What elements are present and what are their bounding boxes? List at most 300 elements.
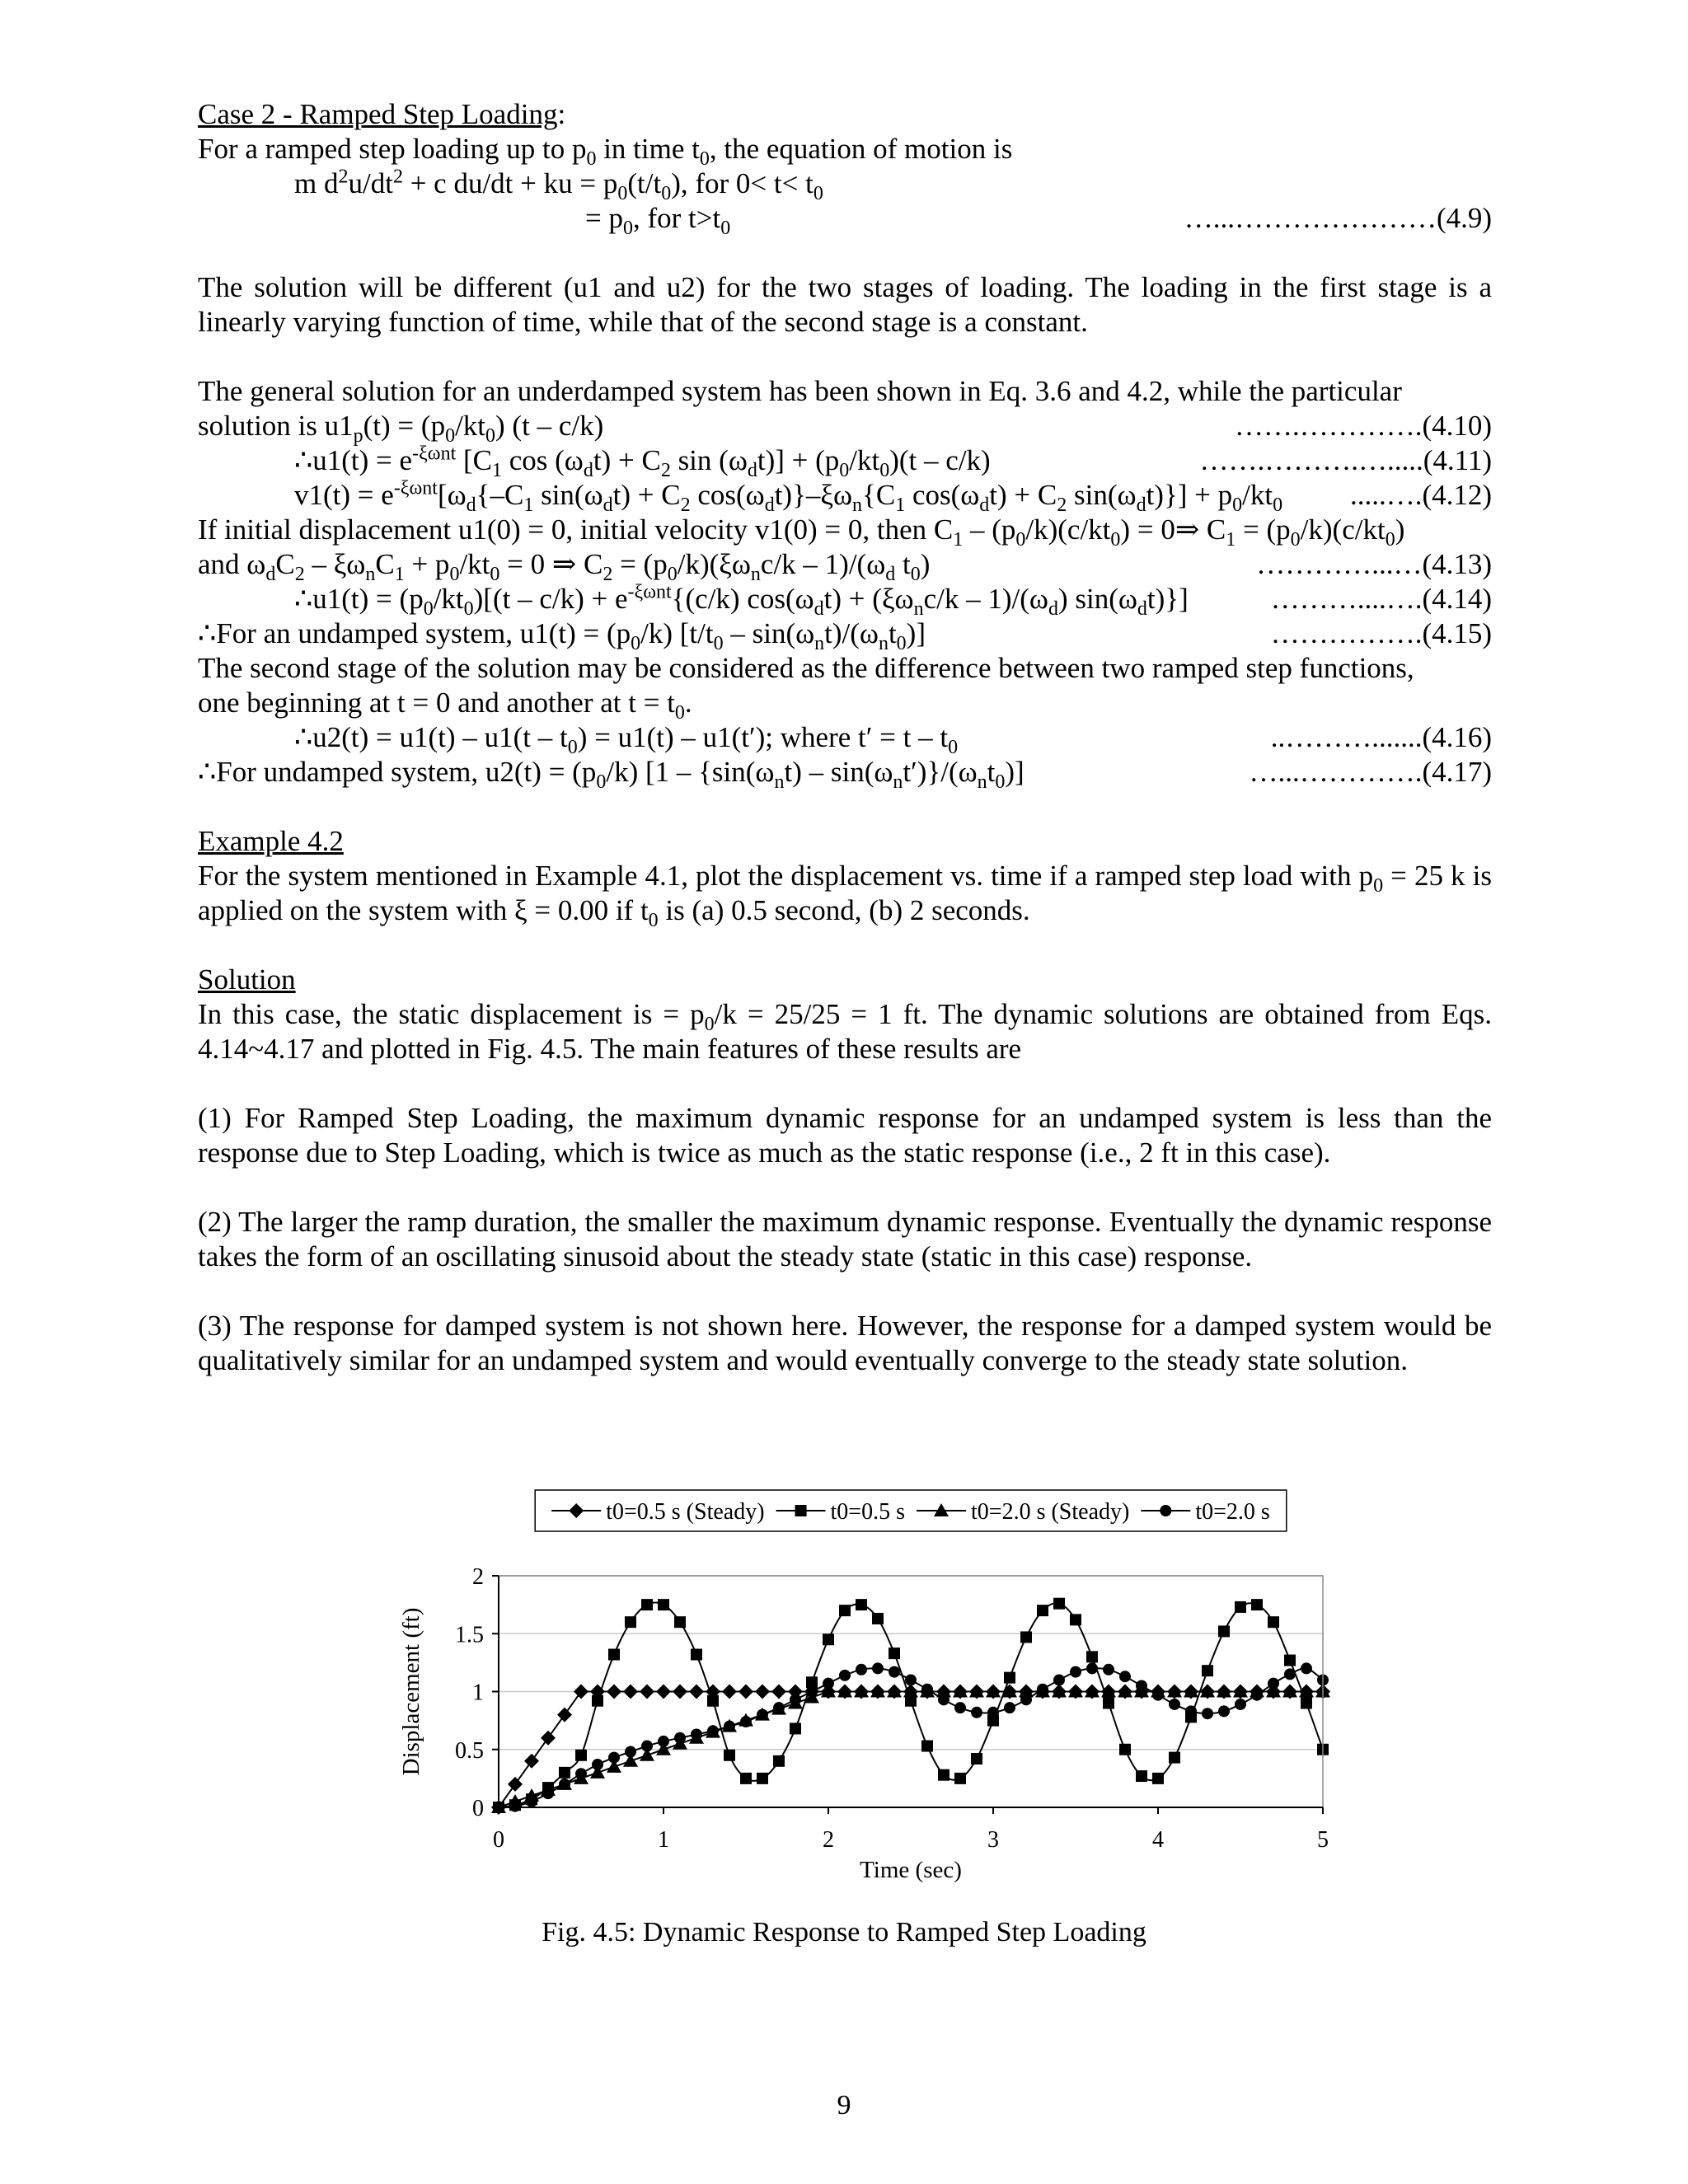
data-point bbox=[872, 1662, 884, 1674]
data-point bbox=[625, 1616, 636, 1628]
text: /k) [1 – {sin(ω bbox=[606, 756, 775, 788]
text: ∴For an undamped system, u1(t) = (p bbox=[198, 617, 631, 649]
text: )(t – c/k) bbox=[889, 444, 991, 476]
sub: 0 bbox=[1385, 529, 1395, 551]
text: – (p bbox=[963, 513, 1016, 546]
second-stage-line1: The second stage of the solution may be considered as the difference between two ramped step functions, bbox=[198, 652, 1414, 684]
sub: 1 bbox=[895, 494, 906, 516]
feature-point-2: (2) The larger the ramp duration, the smaller the maximum dynamic response. Eventually the dynamic response takes the form of an oscillating sinusoid about the steady state (static in this case) response. bbox=[198, 1206, 1492, 1272]
data-point bbox=[823, 1633, 834, 1645]
data-point bbox=[724, 1750, 735, 1761]
y-tick-label: 1.5 bbox=[455, 1622, 484, 1648]
data-point bbox=[938, 1694, 950, 1705]
sub: d bbox=[747, 460, 757, 481]
data-point bbox=[575, 1750, 587, 1761]
data-point bbox=[1152, 1773, 1164, 1784]
data-point bbox=[889, 1647, 900, 1659]
text: u/dt bbox=[348, 167, 393, 199]
sub: 0 bbox=[449, 564, 460, 585]
equation-number: ………....….(4.14) bbox=[1270, 583, 1492, 615]
data-point bbox=[1004, 1672, 1015, 1684]
data-point bbox=[1119, 1671, 1131, 1682]
text: ), for 0< t< t bbox=[671, 167, 814, 199]
data-point bbox=[1284, 1668, 1296, 1680]
sub: n bbox=[365, 564, 376, 585]
y-tick-label: 2 bbox=[472, 1564, 484, 1590]
response-chart bbox=[387, 1483, 1360, 1912]
sub: 0 bbox=[586, 148, 597, 170]
sub: d bbox=[466, 494, 476, 516]
equation-body bbox=[294, 581, 1189, 620]
data-point bbox=[1301, 1662, 1312, 1674]
page-number: 9 bbox=[837, 2090, 851, 2121]
solution-text bbox=[198, 997, 1492, 1066]
case-heading-colon: : bbox=[557, 98, 566, 130]
data-point bbox=[1136, 1680, 1147, 1691]
sub: d bbox=[1136, 494, 1146, 516]
sub: n bbox=[814, 633, 825, 654]
sub: 0 bbox=[423, 598, 434, 620]
text: /k = 25/25 = 1 ft. The dynamic solutions are obtained from Eqs. 4.14~4.17 and plotted in Fig. 4.5. The main features of these results are bbox=[198, 998, 1493, 1065]
y-tick-label: 0 bbox=[472, 1796, 484, 1821]
sub: 0 bbox=[1110, 529, 1121, 551]
chart-legend bbox=[535, 1490, 1287, 1531]
text: and ω bbox=[198, 548, 266, 580]
data-point bbox=[773, 1755, 785, 1767]
text: {(c/k) cos(ω bbox=[671, 583, 814, 615]
text: is (a) 0.5 second, (b) 2 seconds. bbox=[658, 894, 1030, 926]
data-point bbox=[508, 1777, 523, 1792]
text: t) + C bbox=[593, 444, 661, 476]
sub: 0 bbox=[596, 771, 607, 793]
text: t)] + (p bbox=[757, 444, 840, 476]
sup: -ξωnt bbox=[627, 581, 672, 603]
text: /kt bbox=[459, 548, 490, 580]
data-point bbox=[1136, 1770, 1147, 1782]
data-point bbox=[1103, 1664, 1114, 1675]
text: t) + C bbox=[612, 479, 681, 511]
data-point bbox=[1268, 1616, 1279, 1628]
sub: n bbox=[893, 771, 903, 793]
data-point bbox=[1235, 1699, 1246, 1710]
data-point bbox=[889, 1666, 900, 1678]
data-point bbox=[689, 1685, 704, 1699]
feature-point-3: (3) The response for damped system is not shown here. However, the response for a damped system would be qualitatively similar for an undamped system and would eventually converge to the steady state solution. bbox=[198, 1310, 1492, 1376]
data-point bbox=[856, 1664, 867, 1675]
x-tick-label: 3 bbox=[987, 1827, 999, 1853]
spacer bbox=[198, 928, 1492, 963]
data-point bbox=[1251, 1690, 1263, 1701]
text: + c du/dt + ku = p bbox=[402, 167, 618, 199]
equation-4-14 bbox=[198, 581, 1492, 620]
sub: 0 bbox=[713, 633, 724, 654]
text: solution is u1 bbox=[198, 410, 354, 442]
text: v1(t) = e bbox=[294, 479, 394, 511]
equation-4-12 bbox=[198, 477, 1492, 516]
legend-label: t0=0.5 s (Steady) bbox=[606, 1499, 765, 1525]
data-point bbox=[1202, 1708, 1213, 1719]
data-point bbox=[1103, 1698, 1114, 1709]
sub: d bbox=[764, 494, 775, 516]
equation-4-13 bbox=[198, 547, 1492, 585]
equation-number: …...………….(4.17) bbox=[1249, 756, 1492, 788]
text: sin(ω bbox=[533, 479, 603, 511]
sub: d bbox=[265, 564, 276, 585]
sub: n bbox=[977, 771, 987, 793]
data-point bbox=[658, 1599, 669, 1610]
data-point bbox=[625, 1746, 636, 1758]
text: . bbox=[684, 687, 692, 719]
intro-line bbox=[198, 132, 1492, 170]
text: cos(ω bbox=[905, 479, 980, 511]
text: one beginning at t = 0 and another at t = t bbox=[198, 687, 675, 719]
text: /k)(c/kt bbox=[1300, 513, 1386, 546]
sup: -ξωnt bbox=[412, 443, 457, 465]
data-point bbox=[1053, 1598, 1065, 1610]
sub: d bbox=[814, 598, 824, 620]
spacer bbox=[198, 1170, 1492, 1205]
text: )[(t – c/k) + e bbox=[473, 583, 628, 615]
equation-of-motion-line1 bbox=[198, 166, 1492, 204]
text: t)/(ω bbox=[824, 617, 879, 649]
equation-4-11 bbox=[198, 443, 1492, 481]
text: For the system mentioned in Example 4.1, plot the displacement vs. time if a ramped step load with p bbox=[198, 860, 1374, 892]
data-point bbox=[608, 1649, 620, 1661]
case-heading-line bbox=[198, 97, 1492, 132]
x-tick-label: 0 bbox=[493, 1827, 504, 1853]
sup: 2 bbox=[392, 166, 403, 188]
data-point bbox=[1152, 1690, 1164, 1701]
data-point bbox=[738, 1685, 753, 1699]
sub: 0 bbox=[1290, 529, 1301, 551]
sub: 0 bbox=[623, 218, 633, 239]
equation-number: .....….(4.12) bbox=[1349, 479, 1492, 511]
text: ∴u1(t) = e bbox=[294, 444, 413, 476]
equation-number: …………...…(4.13) bbox=[1256, 548, 1492, 580]
equation-body bbox=[198, 616, 926, 654]
data-point bbox=[1268, 1678, 1279, 1690]
data-point bbox=[954, 1702, 966, 1713]
text: c/k – 1)/(ω bbox=[760, 548, 886, 580]
text: ) bbox=[1395, 513, 1405, 546]
text: t) + (ξω bbox=[823, 583, 914, 615]
data-point bbox=[674, 1732, 686, 1744]
sub: p bbox=[353, 425, 363, 447]
sub: 0 bbox=[631, 633, 641, 654]
data-point bbox=[856, 1599, 867, 1610]
equation-number: ..……….......(4.16) bbox=[1270, 721, 1492, 753]
data-point bbox=[1070, 1666, 1081, 1678]
sub: 0 bbox=[463, 598, 474, 620]
data-point bbox=[905, 1674, 917, 1685]
text: , for t>t bbox=[633, 202, 721, 234]
chart-grid bbox=[499, 1576, 1323, 1750]
data-point bbox=[724, 1721, 735, 1732]
text: /kt bbox=[849, 444, 880, 476]
legend-label: t0=2.0 s bbox=[1195, 1499, 1270, 1525]
data-point bbox=[542, 1788, 554, 1799]
data-point bbox=[1119, 1744, 1131, 1755]
data-point bbox=[823, 1678, 834, 1690]
data-point bbox=[641, 1741, 653, 1752]
equation-4-9 bbox=[198, 201, 1492, 239]
data-point bbox=[740, 1773, 752, 1784]
data-point bbox=[771, 1685, 786, 1699]
sub: 0 bbox=[720, 218, 731, 239]
data-point bbox=[1284, 1655, 1296, 1666]
legend-marker bbox=[1160, 1505, 1171, 1516]
sub: n bbox=[913, 598, 924, 620]
sub: 1 bbox=[1226, 529, 1236, 551]
data-point bbox=[574, 1685, 588, 1699]
legend-label: t0=2.0 s (Steady) bbox=[971, 1499, 1130, 1525]
spacer bbox=[198, 340, 1492, 374]
sub: 2 bbox=[660, 460, 671, 481]
y-tick-label: 1 bbox=[472, 1680, 484, 1706]
series-2 bbox=[493, 1598, 1329, 1813]
data-point bbox=[757, 1709, 768, 1721]
sub: 0 bbox=[1015, 529, 1026, 551]
text: /k)(c/kt bbox=[1025, 513, 1111, 546]
sub: 2 bbox=[603, 564, 613, 585]
data-point bbox=[641, 1599, 653, 1610]
equation-body bbox=[294, 477, 1283, 516]
text: t′)}/(ω bbox=[903, 756, 978, 788]
text: ) = 0⇒ C bbox=[1120, 513, 1226, 546]
text: t)}] bbox=[1146, 583, 1189, 615]
sub: 0 bbox=[445, 425, 456, 447]
text: t bbox=[987, 756, 996, 788]
data-point bbox=[1251, 1599, 1263, 1610]
sub: d bbox=[603, 494, 613, 516]
text: t) – sin(ω bbox=[784, 756, 893, 788]
text: ∴For undamped system, u2(t) = (p bbox=[198, 756, 597, 788]
text: ) bbox=[920, 548, 931, 580]
sub: n bbox=[878, 633, 889, 654]
example-heading: Example 4.2 bbox=[198, 825, 344, 857]
text: sin(ω bbox=[1067, 479, 1137, 511]
data-point bbox=[541, 1731, 556, 1746]
data-point bbox=[1301, 1698, 1312, 1709]
data-point bbox=[790, 1694, 801, 1705]
sub: n bbox=[774, 771, 785, 793]
spacer bbox=[198, 1066, 1492, 1101]
feature-point-1: (1) For Ramped Step Loading, the maximum dynamic response for an undamped system is less than the response due to Step Loading, which is twice as much as the static response (i.e., 2 ft in this case). bbox=[198, 1102, 1492, 1169]
legend-label: t0=0.5 s bbox=[830, 1499, 905, 1525]
sub: 0 bbox=[879, 460, 890, 481]
general-solution-line1: The general solution for an underdamped system has been shown in Eq. 3.6 and 4.2, while the particular bbox=[198, 375, 1402, 407]
data-point bbox=[557, 1708, 572, 1722]
data-point bbox=[839, 1605, 851, 1616]
data-point bbox=[607, 1685, 621, 1699]
x-tick-label: 5 bbox=[1317, 1827, 1329, 1853]
text: (t/t bbox=[627, 167, 662, 199]
text: sin (ω bbox=[670, 444, 748, 476]
text: = p bbox=[585, 202, 623, 234]
data-point bbox=[1037, 1684, 1048, 1695]
sub: 0 bbox=[674, 702, 685, 724]
sub: 1 bbox=[953, 529, 964, 551]
data-point bbox=[559, 1767, 570, 1779]
text: ) sin(ω bbox=[1057, 583, 1137, 615]
data-point bbox=[592, 1759, 603, 1770]
data-point bbox=[971, 1753, 982, 1765]
text: t bbox=[888, 617, 897, 649]
data-point bbox=[524, 1754, 539, 1769]
data-point bbox=[559, 1779, 570, 1790]
data-point bbox=[722, 1685, 737, 1699]
initial-conditions-line bbox=[198, 513, 1492, 551]
data-point bbox=[773, 1702, 785, 1713]
sup: 2 bbox=[338, 166, 349, 188]
spacer bbox=[198, 790, 1492, 824]
sub: 0 bbox=[617, 183, 628, 204]
data-point bbox=[673, 1685, 687, 1699]
text: ) = u1(t) – u1(t′); where t′ = t – t bbox=[577, 721, 949, 753]
text: /kt bbox=[1242, 479, 1273, 511]
data-point bbox=[1020, 1694, 1032, 1705]
data-point bbox=[509, 1801, 521, 1812]
data-point bbox=[1070, 1614, 1081, 1625]
sub: 1 bbox=[491, 460, 502, 481]
series-4 bbox=[493, 1662, 1329, 1813]
spacer bbox=[198, 236, 1492, 270]
text: /k) [t/t bbox=[640, 617, 714, 649]
sub: 0 bbox=[995, 771, 1006, 793]
text: t)}–ξω bbox=[774, 479, 853, 511]
text: m d bbox=[294, 167, 339, 199]
data-point bbox=[954, 1773, 966, 1784]
text: /kt bbox=[433, 583, 464, 615]
sub: d bbox=[583, 460, 593, 481]
sub: 0 bbox=[567, 737, 578, 758]
sub: 0 bbox=[948, 737, 959, 758]
text: – ξω bbox=[304, 548, 366, 580]
x-tick-label: 1 bbox=[658, 1827, 669, 1853]
data-point bbox=[623, 1685, 638, 1699]
data-point bbox=[755, 1685, 770, 1699]
sub: 1 bbox=[523, 494, 534, 516]
equation-4-17 bbox=[198, 755, 1492, 793]
text: t) + C bbox=[989, 479, 1057, 511]
sub: d bbox=[979, 494, 990, 516]
text: = 25 k is applied on the system with ξ = 0.00 if t bbox=[198, 860, 1492, 926]
equation-number: …….……….….....(4.11) bbox=[1199, 444, 1492, 476]
data-point bbox=[806, 1686, 818, 1698]
text: C bbox=[275, 548, 295, 580]
data-point bbox=[740, 1716, 752, 1727]
text: ) (t – c/k) bbox=[495, 410, 604, 442]
data-point bbox=[640, 1685, 654, 1699]
text: For a ramped step loading up to p bbox=[198, 133, 587, 165]
data-point bbox=[921, 1741, 933, 1752]
text: )] bbox=[906, 617, 926, 649]
data-point bbox=[1053, 1674, 1065, 1685]
sub: 0 bbox=[704, 1014, 715, 1035]
sub: 0 bbox=[910, 564, 921, 585]
equation-body bbox=[294, 720, 959, 758]
text: c/k – 1)/(ω bbox=[923, 583, 1048, 615]
paragraph-solution-stages: The solution will be different (u1 and u2) for the two stages of loading. The loading in the first stage is a linearly varying function of time, while that of the second stage is a constant. bbox=[198, 271, 1492, 338]
example-text bbox=[198, 859, 1492, 931]
data-point bbox=[1202, 1665, 1213, 1676]
text: [ω bbox=[437, 479, 467, 511]
equation-body bbox=[294, 443, 991, 481]
sub: 0 bbox=[490, 564, 500, 585]
text: + p bbox=[404, 548, 450, 580]
text: cos (ω bbox=[501, 444, 584, 476]
data-point bbox=[1235, 1601, 1246, 1613]
sub: 0 bbox=[1232, 494, 1243, 516]
data-point bbox=[1086, 1662, 1098, 1674]
data-point bbox=[526, 1796, 537, 1807]
data-point bbox=[757, 1773, 768, 1784]
equation-number: …….………….(4.10) bbox=[1234, 410, 1492, 442]
sub: d bbox=[1048, 598, 1058, 620]
data-point bbox=[608, 1752, 620, 1764]
text: = 0 ⇒ C bbox=[499, 548, 603, 580]
solution-heading: Solution bbox=[198, 963, 296, 996]
sub: 0 bbox=[661, 183, 672, 204]
equation-4-10 bbox=[198, 409, 1492, 447]
data-point bbox=[1169, 1699, 1180, 1710]
text: C bbox=[375, 548, 395, 580]
sub: 0 bbox=[667, 564, 678, 585]
legend-marker bbox=[795, 1505, 807, 1516]
text: /k)(ξω bbox=[677, 548, 751, 580]
x-tick-label: 4 bbox=[1152, 1827, 1164, 1853]
text: – sin(ω bbox=[723, 617, 815, 649]
x-axis-label: Time (sec) bbox=[860, 1857, 962, 1883]
data-point bbox=[921, 1684, 933, 1695]
text: = (p bbox=[612, 548, 668, 580]
equation-body bbox=[585, 201, 731, 239]
data-point bbox=[1169, 1752, 1180, 1764]
data-point bbox=[691, 1649, 702, 1661]
text: t)}] + p bbox=[1146, 479, 1233, 511]
sub: 0 bbox=[648, 910, 659, 931]
data-point bbox=[674, 1616, 686, 1628]
sub: 0 bbox=[839, 460, 850, 481]
text: in time t bbox=[596, 133, 700, 165]
equation-number: …...…………………(4.9) bbox=[1184, 202, 1492, 234]
text: {C bbox=[862, 479, 896, 511]
text: )] bbox=[1005, 756, 1025, 788]
sub: 0 bbox=[1373, 875, 1384, 897]
text: (t) = (p bbox=[363, 410, 446, 442]
data-point bbox=[872, 1613, 884, 1624]
text: ∴u2(t) = u1(t) – u1(t – t bbox=[294, 721, 568, 753]
sup: -ξωnt bbox=[393, 477, 438, 499]
sub: 0 bbox=[813, 183, 823, 204]
data-point bbox=[1037, 1605, 1048, 1616]
text: t bbox=[895, 548, 911, 580]
text: In this case, the static displacement is = p bbox=[198, 998, 705, 1030]
sub: 0 bbox=[1273, 494, 1283, 516]
sub: d bbox=[1137, 598, 1147, 620]
sub: 1 bbox=[394, 564, 405, 585]
sub: 2 bbox=[294, 564, 305, 585]
data-point bbox=[707, 1695, 719, 1707]
equation-number: …………….(4.15) bbox=[1270, 617, 1492, 649]
data-point bbox=[1086, 1651, 1098, 1662]
data-point bbox=[575, 1768, 587, 1779]
equation-body bbox=[198, 409, 604, 447]
equation-4-15 bbox=[198, 616, 1492, 654]
text: ∴u1(t) = (p bbox=[294, 583, 424, 615]
second-stage-line2 bbox=[198, 686, 1492, 724]
equation-body bbox=[198, 547, 931, 585]
